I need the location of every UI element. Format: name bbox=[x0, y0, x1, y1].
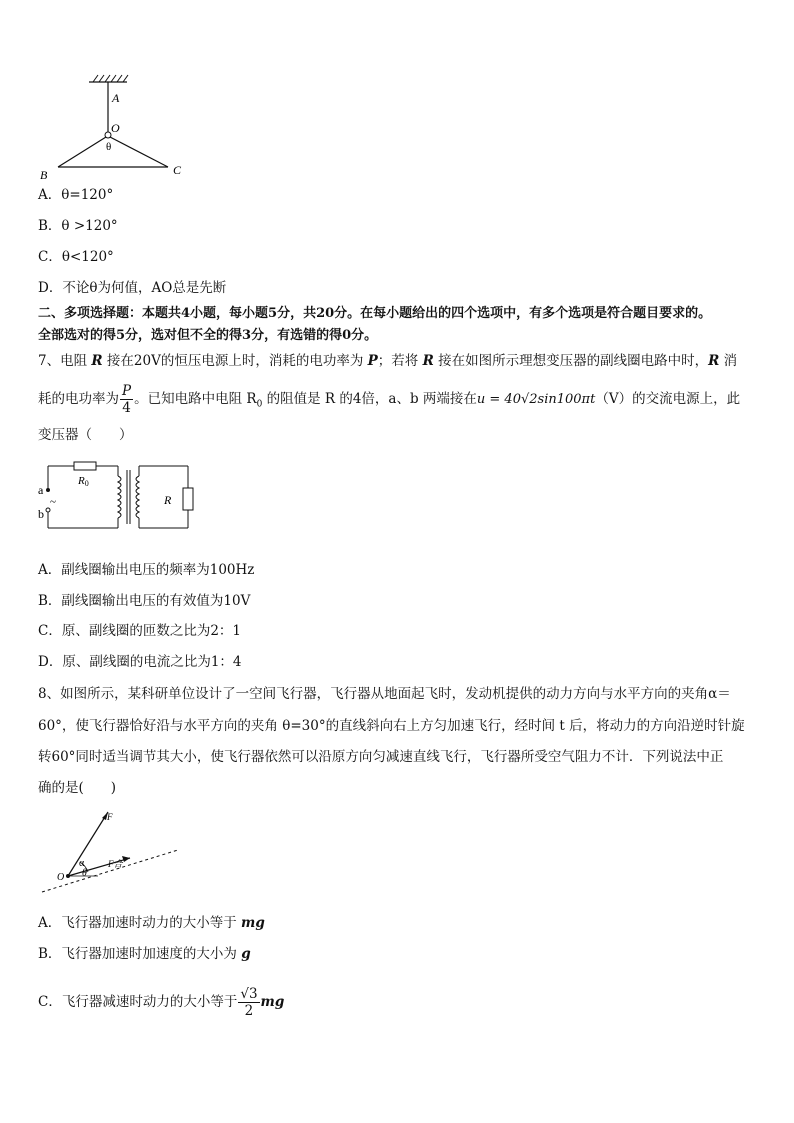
svg-text:~: ~ bbox=[50, 496, 56, 508]
section2-line2: 全部选对的得5分，选对但不全的得3分，有选错的得0分。 bbox=[38, 328, 378, 343]
q8-line4: 确的是( ) bbox=[38, 780, 117, 796]
label-r: R bbox=[164, 493, 172, 507]
q8-line2: 60°，使飞行器恰好沿与水平方向的夹角 θ=30°的直线斜向右上方匀加速飞行，经时间 t 后，将动力的方向沿逆时针旋 bbox=[38, 718, 745, 734]
figure-force-diagram bbox=[36, 806, 186, 900]
q7-option-c: C．原、副线圈的匝数之比为2：1 bbox=[38, 623, 242, 639]
section2-line1: 二、多项选择题：本题共4小题，每小题5分，共20分。在每小题给出的四个选项中，有多个选项是符合题目要求的。 bbox=[38, 306, 712, 321]
q8-line3: 转60°同时适当调节其大小，使飞行器依然可以沿原方向匀减速直线飞行，飞行器所受空气阻力不计．下列说法中正 bbox=[38, 749, 724, 765]
q7-line3: 变压器（ ） bbox=[38, 427, 133, 443]
q8-option-a: A．飞行器加速时动力的大小等于 mg bbox=[38, 915, 265, 931]
label-f: F bbox=[107, 812, 113, 822]
q6-option-d: D．不论θ为何值，AO总是先断 bbox=[38, 280, 227, 296]
label-b: B bbox=[40, 168, 48, 182]
label-alpha: α bbox=[79, 858, 85, 869]
q7-option-b: B．副线圈输出电压的有效值为10V bbox=[38, 593, 251, 609]
fraction-p-over-4: $\frac{P}{4}$ bbox=[122, 383, 132, 416]
label-f-he: F合 bbox=[108, 859, 123, 869]
figure-hanging-triangle bbox=[36, 72, 196, 182]
fraction-sqrt3-over-2: $\frac{√3}{2}$ bbox=[240, 986, 258, 1019]
q7-option-d: D．原、副线圈的电流之比为1：4 bbox=[38, 654, 242, 670]
q7-line2: 耗的电功率为 $\frac{P}{4}$ 。已知电路中电阻 $R_0$ 的阻值是 R 的4倍，a、b 两端接在u = 40√2sin100πt（V）的交流电源上，此 bbox=[38, 383, 741, 416]
q6-option-c: C．θ<120° bbox=[38, 249, 114, 265]
q6-option-b: B．θ >120° bbox=[38, 218, 118, 234]
label-r0: R0 bbox=[78, 475, 89, 488]
figure-transformer-circuit bbox=[36, 458, 196, 538]
q6-option-a: A．θ=120° bbox=[38, 187, 114, 203]
label-a-terminal: a bbox=[38, 483, 44, 497]
label-o: O bbox=[57, 872, 65, 883]
q7-option-a: A．副线圈输出电压的频率为100Hz bbox=[38, 562, 255, 578]
q7-line1: 7、电阻 R 接在20V的恒压电源上时，消耗的电功率为 P；若将 R 接在如图所示理想变压器的副线圈电路中时，R 消 bbox=[38, 353, 738, 369]
label-theta: θ bbox=[82, 868, 87, 879]
label-b-terminal: b bbox=[38, 507, 44, 521]
q8-line1: 8、如图所示，某科研单位设计了一空间飞行器，飞行器从地面起飞时，发动机提供的动力方向与水平方向的夹角α＝ bbox=[38, 686, 731, 702]
q8-option-c: C．飞行器减速时动力的大小等于 $\frac{√3}{2}$ mg bbox=[38, 986, 285, 1019]
label-theta: θ bbox=[106, 141, 112, 153]
voltage-formula: u = 40√2sin100πt bbox=[476, 392, 596, 407]
label-o: O bbox=[111, 121, 120, 135]
label-a: A bbox=[112, 91, 120, 105]
label-c: C bbox=[173, 163, 182, 177]
q8-option-b: B．飞行器加速时加速度的大小为 g bbox=[38, 946, 251, 962]
